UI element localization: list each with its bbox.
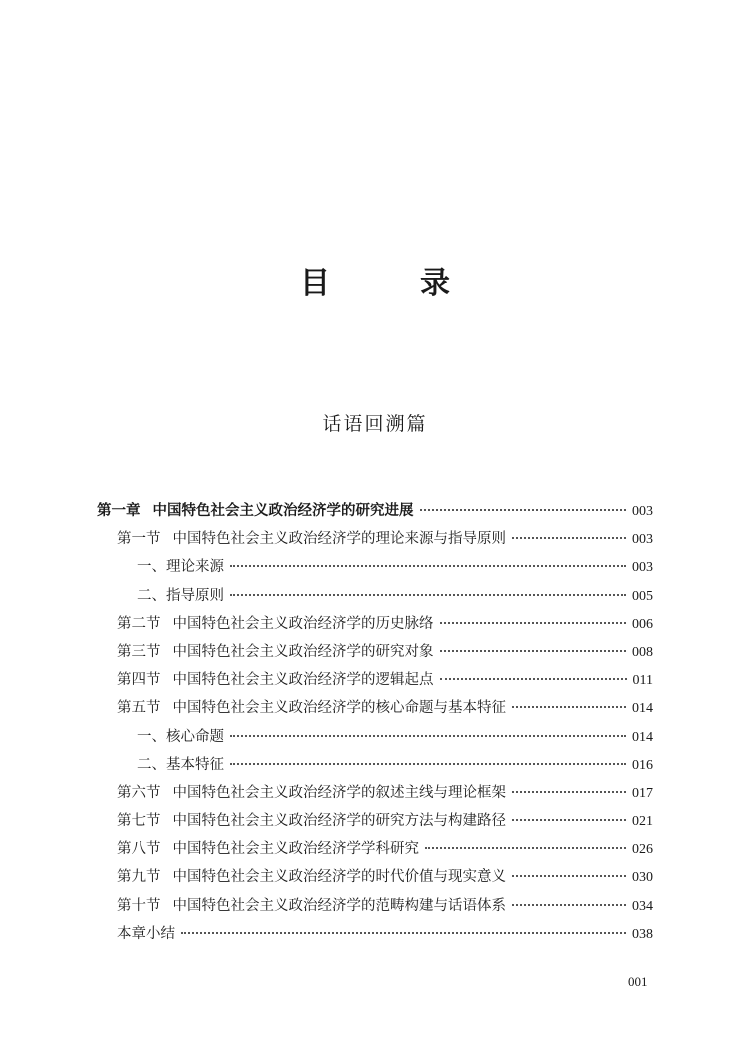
toc-entry-label: 第十节 <box>117 897 161 914</box>
toc-entry-page: 038 <box>632 926 653 942</box>
toc-entry-page: 026 <box>632 842 653 858</box>
dot-leader <box>425 847 626 849</box>
table-of-contents <box>97 497 653 948</box>
dot-leader <box>230 594 626 596</box>
toc-entry[interactable] <box>97 807 653 835</box>
toc-entry-label: 第九节 <box>117 869 161 886</box>
dot-leader <box>512 904 626 906</box>
toc-entry-label: 本章小结 <box>117 925 175 942</box>
toc-entry-page: 014 <box>632 729 653 745</box>
toc-entry-title: 中国特色社会主义政治经济学的核心命题与基本特征 <box>172 700 506 717</box>
toc-entry[interactable] <box>97 920 653 948</box>
toc-entry[interactable] <box>97 553 653 581</box>
toc-entry-label: 第三节 <box>117 643 161 660</box>
toc-entry[interactable] <box>97 666 653 694</box>
toc-entry-label: 第一节 <box>117 531 161 548</box>
toc-entry-label: 第一章 <box>97 503 141 519</box>
toc-entry[interactable] <box>97 835 653 863</box>
dot-leader <box>512 819 626 821</box>
section-title: 话语回溯篇 <box>322 413 428 435</box>
toc-entry-label: 一、核心命题 <box>137 728 224 745</box>
dot-leader <box>440 622 627 624</box>
toc-entry-title: 中国特色社会主义政治经济学的研究方法与构建路径 <box>172 813 506 830</box>
toc-entry[interactable] <box>97 779 653 807</box>
dot-leader <box>440 678 627 680</box>
dot-leader <box>512 791 626 793</box>
dot-leader <box>420 509 627 511</box>
dot-leader <box>230 565 626 567</box>
toc-entry-label: 第四节 <box>117 672 161 689</box>
toc-entry-title: 中国特色社会主义政治经济学的理论来源与指导原则 <box>172 531 506 548</box>
toc-entry[interactable] <box>97 638 653 666</box>
toc-entry[interactable] <box>97 525 653 553</box>
dot-leader <box>181 932 626 934</box>
toc-entry-title: 中国特色社会主义政治经济学的范畴构建与话语体系 <box>172 897 506 914</box>
toc-entry-title: 中国特色社会主义政治经济学学科研究 <box>172 841 419 858</box>
toc-entry-page: 021 <box>632 814 653 830</box>
toc-entry-page: 030 <box>632 870 653 886</box>
toc-entry-page: 006 <box>632 616 653 632</box>
toc-entry-page: 005 <box>632 588 653 604</box>
toc-entry-page: 016 <box>632 757 653 773</box>
toc-entry[interactable] <box>97 723 653 751</box>
toc-entry-page: 011 <box>632 673 653 689</box>
toc-entry-title: 中国特色社会主义政治经济学的历史脉络 <box>172 615 434 632</box>
toc-entry-page: 003 <box>632 504 653 519</box>
toc-entry[interactable] <box>97 497 653 525</box>
toc-entry[interactable] <box>97 694 653 722</box>
toc-entry-label: 二、基本特征 <box>137 756 224 773</box>
toc-entry-title: 中国特色社会主义政治经济学的研究进展 <box>152 503 414 519</box>
toc-entry-label: 第八节 <box>117 841 161 858</box>
toc-entry-label: 第五节 <box>117 700 161 717</box>
dot-leader <box>512 875 626 877</box>
toc-entry-label: 一、理论来源 <box>137 559 224 576</box>
toc-entry-title: 中国特色社会主义政治经济学的研究对象 <box>172 643 434 660</box>
dot-leader <box>440 650 627 652</box>
toc-entry-page: 034 <box>632 898 653 914</box>
toc-entry-label: 二、指导原则 <box>137 587 224 604</box>
toc-entry[interactable] <box>97 582 653 610</box>
page-number: 001 <box>628 974 648 989</box>
dot-leader <box>230 735 626 737</box>
toc-entry-label: 第二节 <box>117 615 161 632</box>
toc-entry[interactable] <box>97 863 653 891</box>
toc-entry-page: 014 <box>632 701 653 717</box>
dot-leader <box>512 706 626 708</box>
toc-entry-label: 第七节 <box>117 813 161 830</box>
toc-entry-label: 第六节 <box>117 784 161 801</box>
toc-entry-title: 中国特色社会主义政治经济学的叙述主线与理论框架 <box>172 784 506 801</box>
toc-entry-page: 003 <box>632 532 653 548</box>
toc-entry[interactable] <box>97 892 653 920</box>
toc-entry-title: 中国特色社会主义政治经济学的逻辑起点 <box>172 672 434 689</box>
toc-entry-page: 008 <box>632 644 653 660</box>
toc-entry[interactable] <box>97 610 653 638</box>
toc-entry[interactable] <box>97 751 653 779</box>
toc-entry-page: 017 <box>632 785 653 801</box>
dot-leader <box>512 537 626 539</box>
toc-entry-page: 003 <box>632 560 653 576</box>
dot-leader <box>230 763 626 765</box>
toc-entry-title: 中国特色社会主义政治经济学的时代价值与现实意义 <box>172 869 506 886</box>
page-title: 目 录 <box>300 266 480 301</box>
